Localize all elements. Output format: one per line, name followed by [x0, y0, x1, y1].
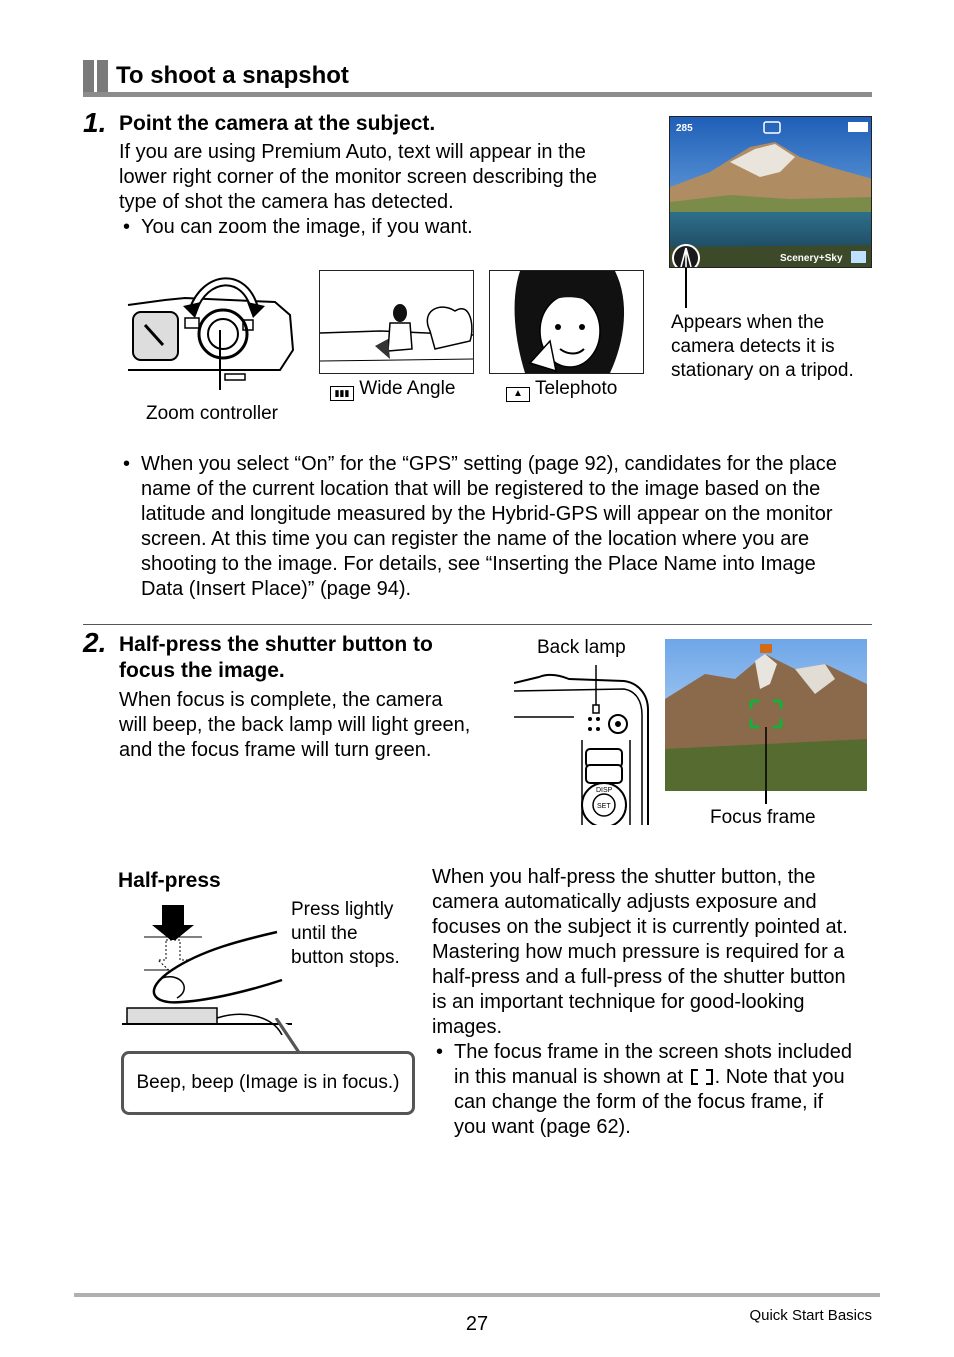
bullet-zoom: • You can zoom the image, if you want. — [119, 215, 659, 240]
zoom-controller-label: Zoom controller — [146, 403, 278, 424]
camera-mode-icon — [760, 644, 772, 653]
bullet-gps: • When you select “On” for the “GPS” setting (page 92), candidates for the place name of the current location that will be registered to the image based on the latitude and longitude measured by the Hybrid-GPS will appear on the monitor screen. At this time you can register the name of the location where you are shooting to the image. For details, see “Inserting the Place Name into Image Data (Insert Place)” (page 94). — [119, 452, 901, 602]
half-press-description: When you half-press the shutter button, the camera automatically adjusts exposure and focuses on the subject it is currently pointed at. Mastering how much pressure is required for a half-press and a full-press of the shutter button is an important technique for good-looking images. • The focus frame in the screen shots included in this manual is shown at . Note that you can change the form of the focus frame, if you want (page 62). — [432, 865, 877, 1140]
focus-frame-label: Focus frame — [710, 807, 816, 828]
wide-angle-image — [319, 270, 474, 374]
monitor-screen-image — [669, 116, 872, 268]
step-divider — [83, 624, 872, 625]
step-2-title: Half-press the shutter button to focus the image. — [119, 633, 433, 682]
header-rule — [83, 92, 872, 97]
page-number: 27 — [465, 1313, 489, 1335]
finger-press-drawing — [122, 900, 292, 1035]
step-2-number: 2. — [83, 627, 107, 658]
scene-label: Scenery+Sky — [780, 253, 843, 264]
bullet-focus-frame: • The focus frame in the screen shots included in this manual is shown at . Note that you can change the form of the focus frame, if you want (page 62). — [432, 1040, 877, 1140]
camera-top-drawing — [125, 270, 300, 390]
scenery-screen-illustration — [670, 117, 872, 268]
focus-leader-line — [765, 790, 767, 804]
set-label: SET — [597, 803, 611, 810]
wide-angle-drawing — [320, 271, 473, 373]
tripod-caption: Appears when the camera detects it is stationary on a tripod. — [671, 312, 854, 381]
header-bar-accent — [97, 60, 108, 96]
telephoto-image — [489, 270, 644, 374]
telephoto-caption: ▲ Telephoto — [506, 377, 617, 402]
half-press-heading: Half-press — [118, 869, 221, 892]
wide-angle-caption: ▮▮▮ Wide Angle — [330, 377, 455, 401]
wide-angle-icon: ▮▮▮ — [330, 386, 354, 401]
tripod-leader-line — [685, 268, 687, 308]
back-lamp-label: Back lamp — [537, 637, 626, 658]
scene-icon — [851, 251, 866, 263]
image-size-icon — [848, 122, 868, 132]
zoom-controller-illustration — [125, 270, 300, 390]
section-title: To shoot a snapshot — [116, 62, 349, 89]
step-1-number: 1. — [83, 107, 107, 138]
camera-back-drawing — [514, 665, 652, 825]
half-press-illustration — [122, 900, 292, 1035]
camera-back-illustration — [514, 665, 652, 825]
mountain-screen-illustration — [665, 639, 867, 791]
focus-screen-image — [665, 639, 867, 791]
telephoto-icon: ▲ — [506, 387, 530, 402]
footer-rule — [74, 1293, 880, 1297]
step-2-body: When focus is complete, the camera will beep, the back lamp will light green, and the focus frame will turn green. — [119, 689, 471, 761]
footer-section-name: Quick Start Basics — [749, 1307, 872, 1324]
shot-count: 285 — [676, 123, 693, 134]
step-1-body: If you are using Premium Auto, text will appear in the lower right corner of the monitor screen describing the type of shot the camera has detected. • You can zoom the image, if you want. — [119, 140, 659, 240]
header-bar-accent — [83, 60, 94, 96]
focus-beep-callout: Beep, beep (Image is in focus.) — [121, 1051, 415, 1115]
press-lightly-caption: Press lightly until the button stops. — [291, 899, 400, 968]
step-1-title: Point the camera at the subject. — [119, 112, 436, 135]
disp-label: DISP — [596, 787, 613, 794]
focus-frame-icon — [691, 1067, 713, 1083]
telephoto-drawing — [490, 271, 643, 373]
